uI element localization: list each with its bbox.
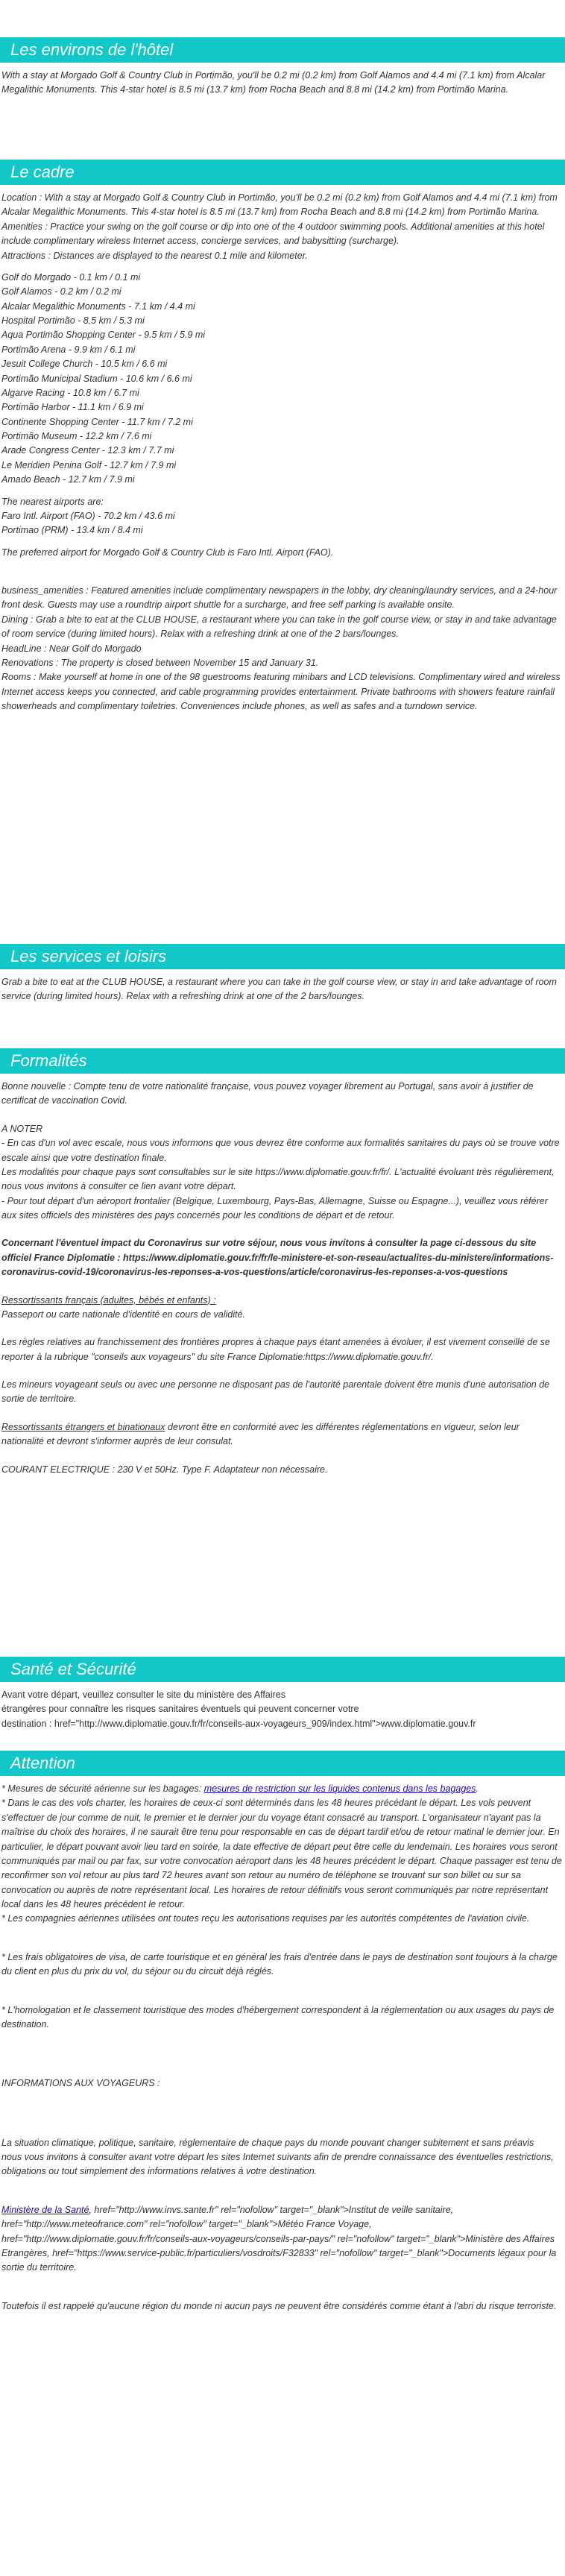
place-item: Hospital Portimão - 8.5 km / 5.3 mi xyxy=(1,315,145,326)
covid-notice: Concernant l'éventuel impact du Coronavirus sur votre séjour, nous vous invitons à consulter la page ci-dessous du site officiel France Diplomatie : https://www.diplomatie.gouv.fr/fr/le-ministere-et-son-reseau/actualites-du-ministere/informations-coronavirus-covid-19/coronavirus-les-reponses-a-vos-questions/article/coronavirus-les-reponses-a-vos-questions xyxy=(1,1238,554,1278)
section-title-sante: Santé et Sécurité xyxy=(0,1654,565,1682)
rooms: Rooms : Make yourself at home in one of the 98 guestrooms featuring minibars and LCD televisions. Complimentary wired and wireless Internet access keeps you connected, and cable programming provides entertainment. Private bathrooms with showers feature rainfall showerheads and complimentary toiletries. Conveniences include phones, as well as safes and a turndown service. xyxy=(1,672,561,711)
section-services xyxy=(0,941,565,1004)
section-attention xyxy=(0,1748,565,2314)
terrorism-risk: Toutefois il est rappelé qu'aucune région du monde ni aucun pays ne peuvent être considérés comme étant à l'abri du risque terroriste. xyxy=(1,2300,557,2311)
airports-intro: The nearest airports are: xyxy=(1,496,104,507)
homologation: * L'homologation et le classement touristique des modes d'hébergement correspondent à la réglementation ou aux usages du pays de destination. xyxy=(1,2004,555,2029)
electric-info: COURANT ELECTRIQUE : 230 V et 50Hz. Type F. Adaptateur non nécessaire. xyxy=(1,1464,328,1475)
fr-nationals-text: Passeport ou carte nationale d'identité en cours de validité. xyxy=(1,1309,245,1320)
sante-line: étrangères pour connaître les risques sanitaires éventuels qui peuvent concerner votre xyxy=(1,1704,359,1715)
sante-line: destination : href="http://www.diplomatie.gouv.fr/fr/conseils-aux-voyageurs_909/index.html">www.diplomatie.gouv.fr xyxy=(1,1718,476,1729)
section-title-formalites: Formalités xyxy=(0,1045,565,1074)
environs-text: With a stay at Morgado Golf & Country Club in Portimão, you'll be 0.2 mi (0.2 km) from Golf Alamos and 4.4 mi (7.1 km) from Alcalar Megalithic Monuments. This 4-star hotel is 8.5 mi (13.7 km) from Rocha Beach and 8.8 mi (14.2 km) from Portimão Marina. xyxy=(1,70,546,95)
cadre-location: Location : With a stay at Morgado Golf & Country Club in Portimão, you'll be 0.2 mi (0.2 km) from Golf Alamos and 4.4 mi (7.1 km) from Alcalar Megalithic Monuments. This 4-star hotel is 8.5 mi (13.7 km) from Rocha Beach and 8.8 mi (14.2 km) from Portimão Marina. xyxy=(1,192,558,218)
section-title-attention: Attention xyxy=(0,1748,565,1776)
place-item: Algarve Racing - 10.8 km / 6.7 mi xyxy=(1,387,139,398)
sante-line: Avant votre départ, veuillez consulter le site du ministère des Affaires xyxy=(1,1689,285,1700)
place-item: Continente Shopping Center - 11.7 km / 7.2 mi xyxy=(1,416,193,427)
situation-2: nous vous invitons à consulter avant votre départ les sites Internet suivants afin de prendre connaissance des éventuelles restrictions, obligations ou tout simplement des informations relatives à votre destination. xyxy=(1,2152,554,2177)
foreign-title: Ressortissants étrangers et binationaux xyxy=(1,1421,165,1432)
place-item: Alcalar Megalithic Monuments - 7.1 km / 4.4 mi xyxy=(1,300,195,312)
travellers-info: INFORMATIONS AUX VOYAGEURS : xyxy=(1,2078,160,2089)
place-item: Golf do Morgado - 0.1 km / 0.1 mi xyxy=(1,271,141,283)
section-title-environs: Les environs de l'hôtel xyxy=(0,34,565,63)
visa-fees: * Les frais obligatoires de visa, de carte touristique et en général les frais d'entrée dans le pays de destination sont toujours à la charge du client en plus du prix du vol, du séjour ou du circuit déjà réglés. xyxy=(1,1951,558,1977)
liquids-restriction-link[interactable]: mesures de restriction sur les liquides contenus dans les bagages xyxy=(203,1783,476,1794)
minors-text: Les mineurs voyageant seuls ou avec une personne ne disposant pas de l'autorité parentale doivent être munis d'une autorisation de sortie de territoire. xyxy=(1,1379,550,1405)
renovations: Renovations : The property is closed between November 15 and January 31. xyxy=(1,657,319,668)
place-item: Golf Alamos - 0.2 km / 0.2 mi xyxy=(1,286,121,297)
airport-item: Portimao (PRM) - 13.4 km / 8.4 mi xyxy=(1,525,143,536)
section-title-services: Les services et loisirs xyxy=(0,941,565,969)
airport-item: Faro Intl. Airport (FAO) - 70.2 km / 43.6 mi xyxy=(1,510,175,521)
note-1: - En cas d'un vol avec escale, nous vous informons que vous devrez être conforme aux formalités sanitaires du pays où se trouve votre escale ainsi que votre destination finale. xyxy=(1,1138,560,1163)
preferred-airport: The preferred airport for Morgado Golf & Country Club is Faro Intl. Airport (FAO). xyxy=(1,547,334,558)
note-3: - Pour tout départ d'un aéroport frontalier (Belgique, Luxembourg, Pays-Bas, Allemagne, Suisse ou Espagne...), veuillez vous référer aux sites officiels des ministères des pays concernés pour les conditions de départ et de retour. xyxy=(1,1195,548,1221)
place-item: Portimão Museum - 12.2 km / 7.6 mi xyxy=(1,431,152,441)
security-measures: * Mesures de sécurité aérienne sur les bagages: mesures de restriction sur les liquides contenus dans les bagages. xyxy=(1,1783,479,1794)
rules-text: Les règles relatives au franchissement des frontières propres à chaque pays étant amenées à évoluer, il est vivement conseillé de se reporter à la rubrique "conseils aux voyageurs" du site France Diplomatie:https://www.diplomatie.gouv.fr/. xyxy=(1,1337,550,1362)
situation-1: La situation climatique, politique, sanitaire, réglementaire de chaque pays du monde pouvant changer subitement et sans préavis xyxy=(1,2137,534,2148)
note-2: Les modalités pour chaque pays sont consultables sur le site https://www.diplomatie.gouv.fr/fr/. L'actualité évoluant très régulièrement, nous vous invitons à consulter ce lien avant votre départ. xyxy=(1,1166,555,1192)
business-amenities: business_amenities : Featured amenities include complimentary newspapers in the lobby, dry cleaning/laundry services, and a 24-hour front desk. Guests may use a roundtrip airport shuttle for a surcharge, and free self parking is available onsite. xyxy=(1,585,558,611)
formalites-intro: Bonne nouvelle : Compte tenu de votre nationalité française, vous pouvez voyager librement au Portugal, sans avoir à justifier de certificat de vaccination Covid. xyxy=(1,1081,534,1106)
useful-links: Ministère de la Santé, href="http://www.invs.sante.fr" rel="nofollow" target="_blank">Institut de veille sanitaire, href="http://www.meteofrance.com" rel="nofollow" target="_blank">Météo France Voyage, href="http://www.diplomatie.gouv.fr/fr/conseils-aux-voyageurs/conseils-par-pays/" rel="nofollow" target="_blank">Ministère des Affaires Etrangères, href="https://www.service-public.fr/particuliers/vosdroits/F32833" rel="nofollow" target="_blank">Documents légaux pour la sortie du territoire. xyxy=(1,2204,557,2273)
section-sante xyxy=(0,1654,565,1731)
dining: Dining : Grab a bite to eat at the CLUB HOUSE, a restaurant where you can take in the golf course view, or stay in and take advantage of room service (during limited hours). Relax with a refreshing drink at one of the 2 bars/lounges. xyxy=(1,614,557,640)
foreign-text: devront être en conformité avec les différentes réglementations en vigueur, selon leur nationalité et devront s'informer auprès de leur consulat. xyxy=(1,1421,520,1447)
services-text: Grab a bite to eat at the CLUB HOUSE, a restaurant where you can take in the golf course view, or stay in and take advantage of room service (during limited hours). Relax with a refreshing drink at one of the 2 bars/lounges. xyxy=(1,977,557,1002)
place-item: Le Meridien Penina Golf - 12.7 km / 7.9 mi xyxy=(1,459,177,470)
note-title: A NOTER xyxy=(1,1123,43,1134)
cadre-attractions: Attractions : Distances are displayed to the nearest 0.1 mile and kilometer. xyxy=(1,250,308,261)
charter-flights: * Dans le cas des vols charter, les horaires de ceux-ci sont déterminés dans les 48 heures précédant le départ. Les vols peuvent s'effectuer de jour comme de nuit, le premier et le dernier jour du voyage étant consacré au transport. L'organisateur n'ayant pas la maîtrise du choix des horaires, il ne saurait être tenu pour responsable en cas de départ tardif et/ou de retour matinal le dernier jour. En particulier, le départ pouvant avoir lieu tard en soirée, la date effective de départ peut être celle du lendemain. Les horaires vous seront communiqués par mail ou par fax, sur votre convocation aéroport dans les 48 heures précédent le départ. Chaque passager est tenu de reconfirmer son vol retour au plus tard 72 heures avant son retour au numéro de téléphone se trouvant sur son billet ou sur sa convocation ou auprès de notre représentant local. Les horaires de retour définitifs vous seront communiqués par notre représentant local dans les 48 heures précédent le retour. xyxy=(1,1798,562,1909)
place-item: Aqua Portimão Shopping Center - 9.5 km / 5.9 mi xyxy=(1,330,206,341)
headline: HeadLine : Near Golf do Morgado xyxy=(1,643,142,654)
foreign-nationals xyxy=(1,1420,564,1449)
place-item: Arade Congress Center - 12.3 km / 7.7 mi xyxy=(1,445,174,456)
cadre-amenities: Amenities : Practice your swing on the golf course or dip into one of the 4 outdoor swimming pools. Additional amenities at this hotel include complimentary wireless Internet access, concierge services, and babysitting (surcharge). xyxy=(1,221,545,247)
section-title-cadre: Le cadre xyxy=(0,157,565,185)
fr-nationals-title: Ressortissants français (adultes, bébés et enfants) : xyxy=(1,1294,216,1306)
section-environs xyxy=(0,34,565,98)
section-cadre xyxy=(0,157,565,714)
place-item: Portimão Harbor - 11.1 km / 6.9 mi xyxy=(1,402,144,413)
place-item: Portimão Municipal Stadium - 10.6 km / 6.6 mi xyxy=(1,373,192,384)
ministry-health-link[interactable]: Ministère de la Santé xyxy=(1,2204,89,2215)
place-item: Amado Beach - 12.7 km / 7.9 mi xyxy=(1,474,135,485)
place-item: Jesuit College Church - 10.5 km / 6.6 mi xyxy=(1,359,168,370)
place-item: Portimão Arena - 9.9 km / 6.1 mi xyxy=(1,344,136,355)
airlines: * Les compagnies aériennes utilisées ont toutes reçu les autorisations requises par les autorités compétentes de l'aviation civile. xyxy=(1,1913,530,1924)
section-formalites xyxy=(0,1045,565,1477)
